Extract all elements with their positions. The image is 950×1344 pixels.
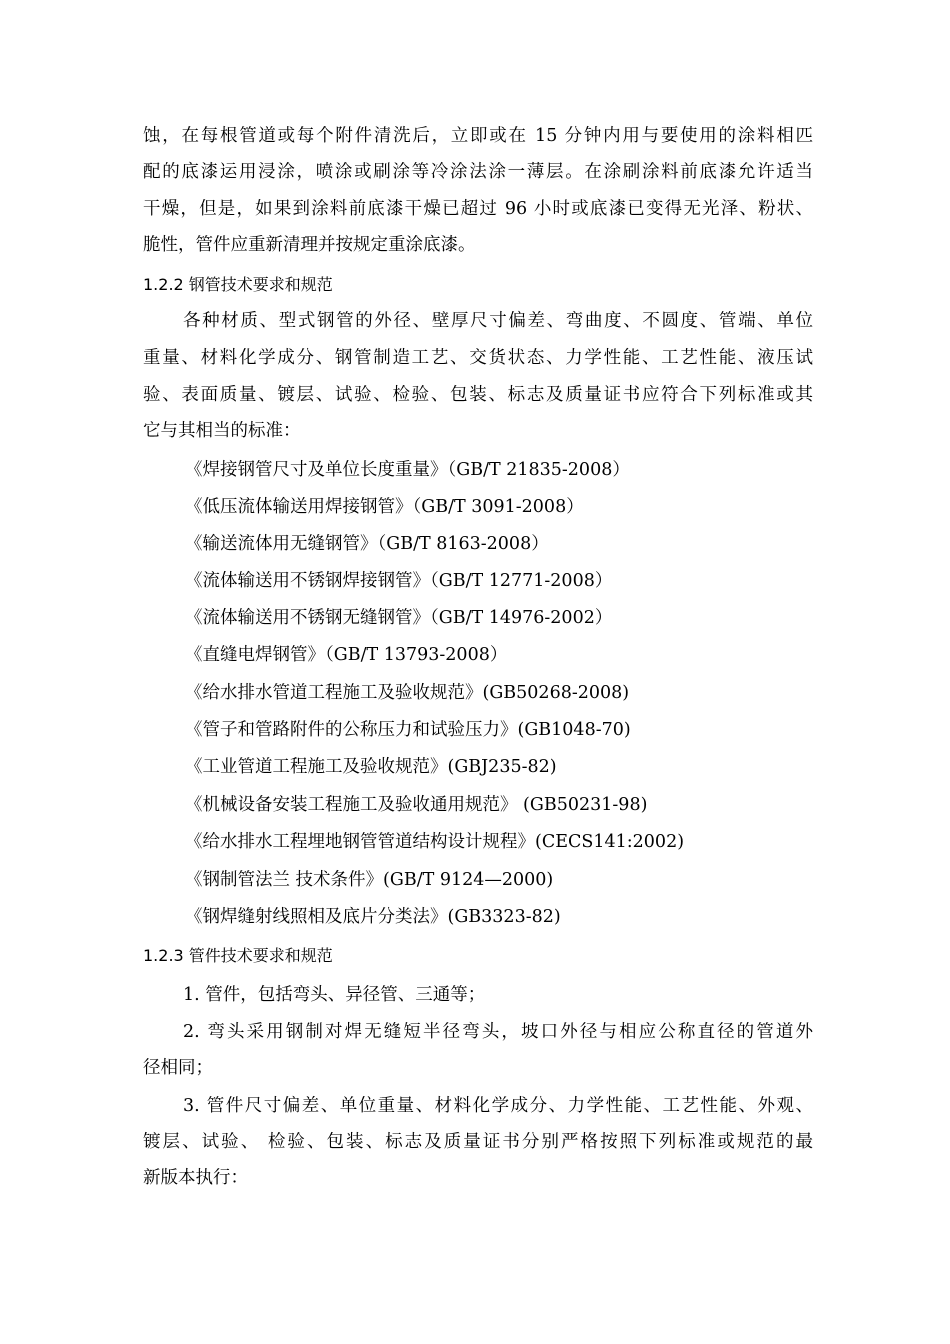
standard-reference: 《流体输送用不锈钢焊接钢管》（GB/T 12771-2008） xyxy=(185,571,613,591)
standard-reference: 《工业管道工程施工及验收规范》(GBJ235-82) xyxy=(185,757,557,777)
paragraph-line: 验、表面质量、镀层、试验、检验、包装、标志及质量证书应符合下列标准或其 xyxy=(143,385,813,405)
section-heading: 1.2.3 管件技术要求和规范 xyxy=(143,946,333,965)
standard-reference: 《流体输送用不锈钢无缝钢管》（GB/T 14976-2002） xyxy=(185,608,613,628)
standard-reference: 《机械设备安装工程施工及验收通用规范》 (GB50231-98) xyxy=(185,795,648,815)
paragraph-line: 蚀，在每根管道或每个附件清洗后，立即或在 15 分钟内用与要使用的涂料相匹 xyxy=(143,126,813,146)
standard-reference: 《管子和管路附件的公称压力和试验压力》(GB1048-70) xyxy=(185,720,631,740)
standard-reference: 《焊接钢管尺寸及单位长度重量》（GB/T 21835-2008） xyxy=(185,460,630,480)
list-item: 1. 管件，包括弯头、异径管、三通等； xyxy=(183,985,486,1005)
paragraph-line: 重量、材料化学成分、钢管制造工艺、交货状态、力学性能、工艺性能、液压试 xyxy=(143,348,813,368)
standard-reference: 《低压流体输送用焊接钢管》（GB/T 3091-2008） xyxy=(185,497,584,517)
paragraph-line: 脆性，管件应重新清理并按规定重涂底漆。 xyxy=(143,235,476,255)
standard-reference: 《钢焊缝射线照相及底片分类法》(GB3323-82) xyxy=(185,907,561,927)
standard-reference: 《直缝电焊钢管》（GB/T 13793-2008） xyxy=(185,645,508,665)
list-item-continuation: 径相同； xyxy=(143,1058,213,1078)
list-item: 3. 管件尺寸偏差、单位重量、材料化学成分、力学性能、工艺性能、外观、 xyxy=(183,1096,813,1116)
paragraph-line: 干燥，但是，如果到涂料前底漆干燥已超过 96 小时或底漆已变得无光泽、粉状、 xyxy=(143,199,813,219)
list-item-continuation: 镀层、试验、 检验、包装、标志及质量证书分别严格按照下列标准或规范的最 xyxy=(143,1132,813,1152)
paragraph-line: 它与其相当的标准： xyxy=(143,421,301,441)
list-item: 2. 弯头采用钢制对焊无缝短半径弯头，坡口外径与相应公称直径的管道外 xyxy=(183,1022,813,1042)
standard-reference: 《输送流体用无缝钢管》（GB/T 8163-2008） xyxy=(185,534,549,554)
paragraph-line: 各种材质、型式钢管的外径、壁厚尺寸偏差、弯曲度、不圆度、管端、单位 xyxy=(183,311,813,331)
standard-reference: 《给水排水管道工程施工及验收规范》(GB50268-2008) xyxy=(185,683,630,703)
list-item-continuation: 新版本执行： xyxy=(143,1168,248,1188)
standard-reference: 《钢制管法兰 技术条件》(GB/T 9124—2000) xyxy=(185,870,554,890)
section-heading: 1.2.2 钢管技术要求和规范 xyxy=(143,275,333,294)
standard-reference: 《给水排水工程埋地钢管管道结构设计规程》(CECS141:2002) xyxy=(185,832,685,852)
paragraph-line: 配的底漆运用浸涂，喷涂或刷涂等冷涂法涂一薄层。在涂刷涂料前底漆允许适当 xyxy=(143,162,813,182)
